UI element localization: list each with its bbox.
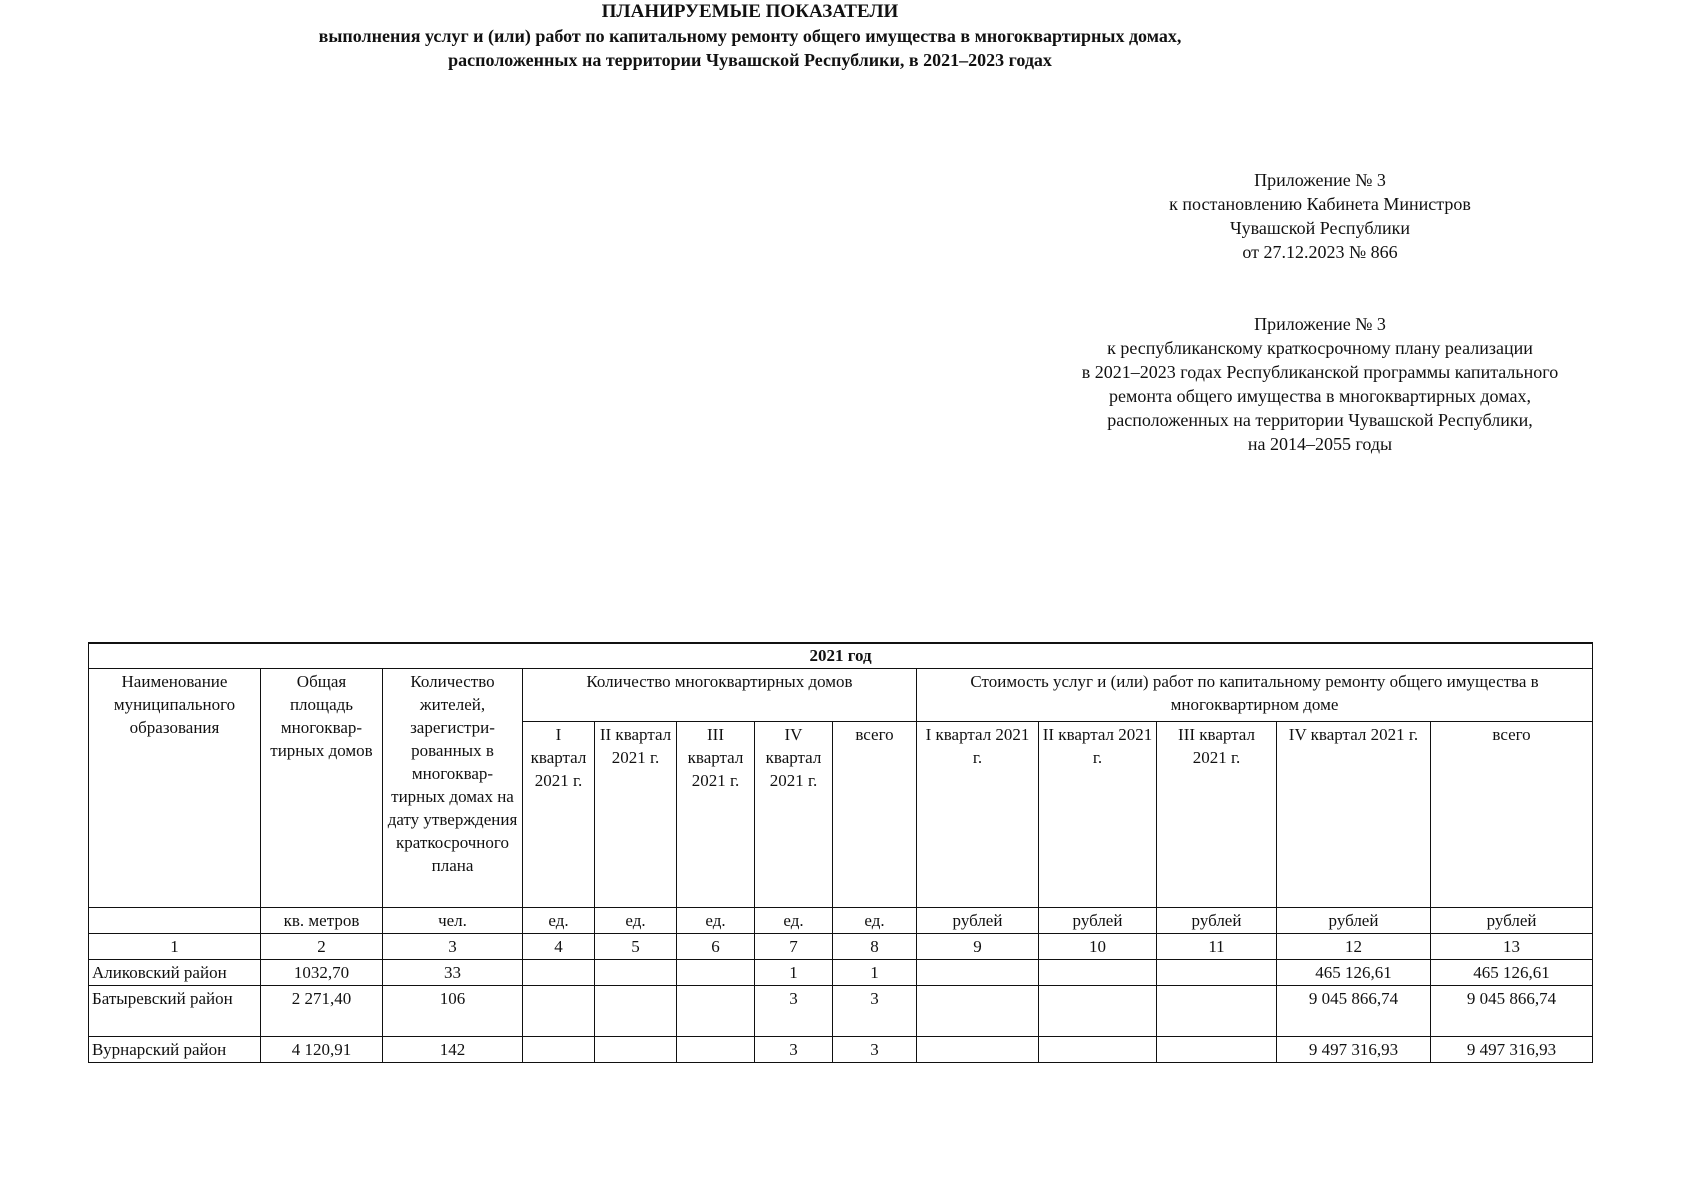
unit-cell: ед. (755, 908, 833, 934)
appendix-cabinet-line4: от 27.12.2023 № 866 (1242, 242, 1398, 262)
header-cost-q1: I квартал 2021 г. (917, 722, 1039, 908)
appendix-plan-line5: расположенных на территории Чувашской Республики, (1107, 410, 1533, 430)
unit-cell: рублей (1431, 908, 1593, 934)
appendix-plan-line4: ремонта общего имущества в многоквартирных домах, (1109, 386, 1531, 406)
row-cost-q2 (1039, 1037, 1157, 1063)
row-residents: 142 (383, 1037, 523, 1063)
header-cost-q3: III квартал 2021 г. (1157, 722, 1277, 908)
row-houses-q4: 3 (755, 1037, 833, 1063)
row-cost-q2 (1039, 960, 1157, 986)
row-municipality: Аликовский район (89, 960, 261, 986)
column-number: 3 (383, 934, 523, 960)
header-residents: Количество жителей, зарегистри-рованных в многоквар-тирных домах на дату утверждения краткосрочного плана (383, 669, 523, 908)
row-municipality: Батыревский район (89, 986, 261, 1037)
row-houses-q4: 3 (755, 986, 833, 1037)
row-cost-q4: 9 497 316,93 (1277, 1037, 1431, 1063)
row-municipality: Вурнарский район (89, 1037, 261, 1063)
row-houses-q1 (523, 986, 595, 1037)
row-houses-q2 (595, 960, 677, 986)
row-residents: 33 (383, 960, 523, 986)
table-units-row (89, 908, 1593, 934)
row-houses-q1 (523, 960, 595, 986)
row-cost-q3 (1157, 1037, 1277, 1063)
indicators-table (88, 642, 1593, 1063)
column-number: 6 (677, 934, 755, 960)
row-cost-total: 9 045 866,74 (1431, 986, 1593, 1037)
column-number: 11 (1157, 934, 1277, 960)
unit-cell: чел. (383, 908, 523, 934)
table-year: 2021 год (89, 643, 1593, 669)
row-cost-q1 (917, 1037, 1039, 1063)
appendix-cabinet-line2: к постановлению Кабинета Министров (1169, 194, 1471, 214)
unit-cell: рублей (1277, 908, 1431, 934)
table-row (89, 1037, 1593, 1063)
row-cost-q1 (917, 986, 1039, 1037)
row-houses-q2 (595, 1037, 677, 1063)
row-cost-q2 (1039, 986, 1157, 1037)
table-row (89, 986, 1593, 1037)
row-area: 4 120,91 (261, 1037, 383, 1063)
column-number: 4 (523, 934, 595, 960)
header-cost-q2: II квартал 2021 г. (1039, 722, 1157, 908)
appendix-plan-note (1020, 312, 1620, 456)
header-houses-q1: I квартал 2021 г. (523, 722, 595, 908)
appendix-cabinet-note (1110, 168, 1530, 264)
unit-cell: ед. (677, 908, 755, 934)
appendix-plan-line3: в 2021–2023 годах Республиканской программы капитального (1081, 362, 1559, 382)
header-houses-q4: IV квартал 2021 г. (755, 722, 833, 908)
row-cost-q3 (1157, 986, 1277, 1037)
row-area: 2 271,40 (261, 986, 383, 1037)
row-houses-q3 (677, 986, 755, 1037)
row-cost-q3 (1157, 960, 1277, 986)
document-title: ПЛАНИРУЕМЫЕ ПОКАЗАТЕЛИ (601, 1, 899, 22)
row-cost-q4: 465 126,61 (1277, 960, 1431, 986)
unit-cell: рублей (1039, 908, 1157, 934)
appendix-cabinet-line3: Чувашской Республики (1229, 218, 1411, 238)
column-number: 1 (89, 934, 261, 960)
row-cost-total: 465 126,61 (1431, 960, 1593, 986)
column-number: 9 (917, 934, 1039, 960)
row-cost-q4: 9 045 866,74 (1277, 986, 1431, 1037)
unit-cell (89, 908, 261, 934)
indicators-table-wrapper (88, 642, 1592, 1063)
header-houses-q2: II квартал 2021 г. (595, 722, 677, 908)
row-area: 1032,70 (261, 960, 383, 986)
column-number: 13 (1431, 934, 1593, 960)
appendix-plan-line6: на 2014–2055 годы (1247, 434, 1393, 454)
row-houses-q3 (677, 960, 755, 986)
row-houses-q2 (595, 986, 677, 1037)
row-houses-q3 (677, 1037, 755, 1063)
row-cost-q1 (917, 960, 1039, 986)
column-number: 10 (1039, 934, 1157, 960)
row-houses-total: 3 (833, 1037, 917, 1063)
header-municipality: Наименование муниципального образования (89, 669, 261, 908)
header-houses-total: всего (833, 722, 917, 908)
unit-cell: рублей (1157, 908, 1277, 934)
document-heading (0, 0, 1500, 72)
row-cost-total: 9 497 316,93 (1431, 1037, 1593, 1063)
table-year-row (89, 643, 1593, 669)
table-row (89, 960, 1593, 986)
column-number: 8 (833, 934, 917, 960)
document-subtitle-line2: расположенных на территории Чувашской Республики, в 2021–2023 годах (448, 50, 1052, 70)
header-total-area: Общая площадь многоквар-тирных домов (261, 669, 383, 908)
document-subtitle-line1: выполнения услуг и (или) работ по капитальному ремонту общего имущества в многоквартирных домах, (318, 26, 1182, 46)
header-houses-q3: III квартал 2021 г. (677, 722, 755, 908)
unit-cell: кв. метров (261, 908, 383, 934)
row-houses-total: 1 (833, 960, 917, 986)
column-number: 5 (595, 934, 677, 960)
row-houses-q4: 1 (755, 960, 833, 986)
header-cost-q4: IV квартал 2021 г. (1277, 722, 1431, 908)
row-houses-total: 3 (833, 986, 917, 1037)
appendix-plan-line1: Приложение № 3 (1254, 314, 1386, 334)
row-houses-q1 (523, 1037, 595, 1063)
table-header-row1 (89, 669, 1593, 722)
unit-cell: рублей (917, 908, 1039, 934)
unit-cell: ед. (523, 908, 595, 934)
table-column-numbers-row (89, 934, 1593, 960)
column-number: 2 (261, 934, 383, 960)
header-cost-group: Стоимость услуг и (или) работ по капитальному ремонту общего имущества в многоквартирном доме (917, 669, 1593, 722)
appendix-plan-line2: к республиканскому краткосрочному плану реализации (1107, 338, 1533, 358)
header-houses-group: Количество многоквартирных домов (523, 669, 917, 722)
unit-cell: ед. (595, 908, 677, 934)
column-number: 7 (755, 934, 833, 960)
row-residents: 106 (383, 986, 523, 1037)
column-number: 12 (1277, 934, 1431, 960)
unit-cell: ед. (833, 908, 917, 934)
header-cost-total: всего (1431, 722, 1593, 908)
appendix-cabinet-line1: Приложение № 3 (1254, 170, 1386, 190)
